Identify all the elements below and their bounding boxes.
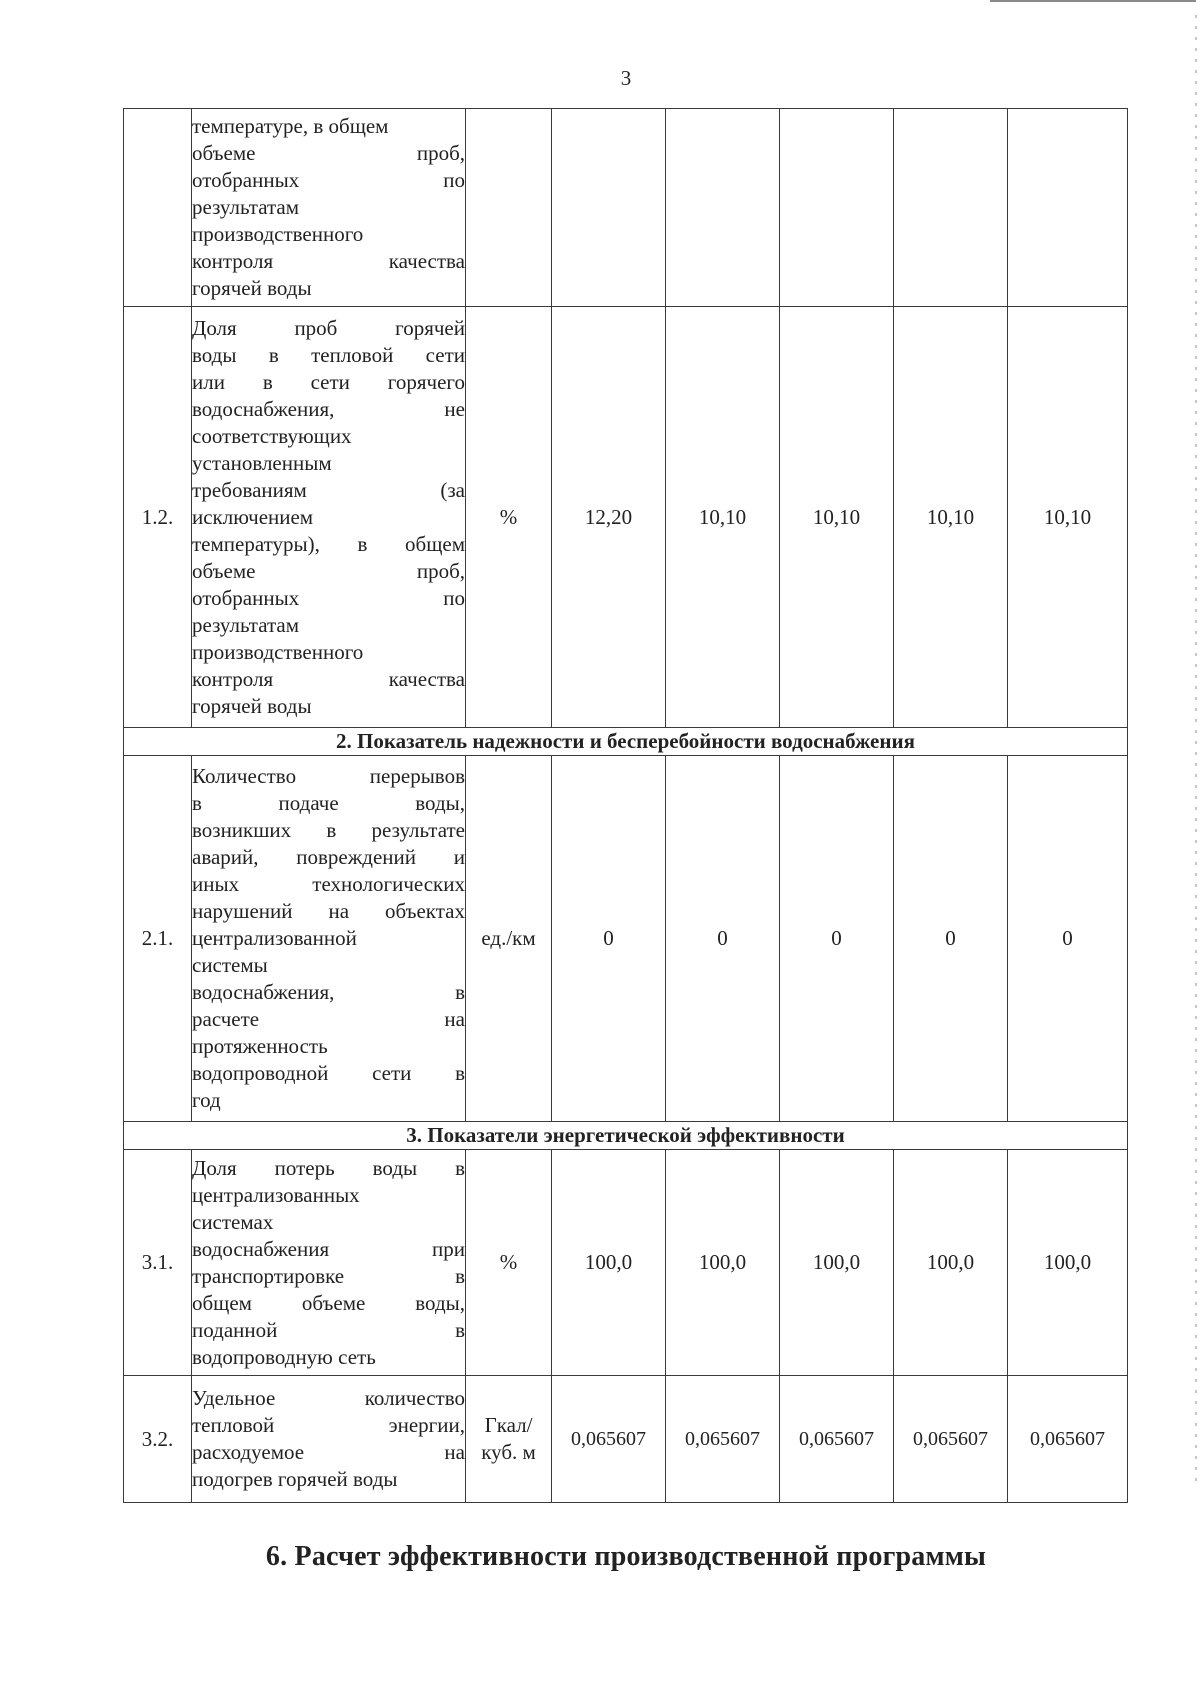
- description-line: контроля качества: [192, 666, 465, 691]
- description-line: или в сети горячего: [192, 369, 465, 394]
- unit-cell: %: [466, 307, 552, 728]
- section-heading-row-3: [124, 1122, 1128, 1150]
- value-cell: 0: [780, 756, 894, 1122]
- value-cell: 10,10: [780, 307, 894, 728]
- section-heading: 3. Показатели энергетической эффективности: [124, 1122, 1128, 1150]
- description-line: отобранных по: [192, 585, 465, 610]
- row-number: 3.2.: [124, 1376, 192, 1503]
- value-cell: [894, 109, 1008, 307]
- description-line: соответствующих: [192, 423, 352, 448]
- unit-cell: %: [466, 1150, 552, 1376]
- value-cell: 0,065607: [552, 1376, 666, 1503]
- description-line: горячей воды: [192, 693, 312, 718]
- description-line: нарушений на объектах: [192, 899, 465, 923]
- value-cell: 10,10: [1008, 307, 1128, 728]
- description-line: водоснабжения, не: [192, 396, 465, 421]
- description-line: контроля качества: [192, 249, 465, 273]
- description-line: в подаче воды,: [192, 791, 465, 815]
- row-number: 1.2.: [124, 307, 192, 728]
- value-cell: 100,0: [666, 1150, 780, 1376]
- indicator-description: [192, 1376, 466, 1503]
- description-line: температуре, в общем: [192, 114, 389, 138]
- description-line: иных технологических: [192, 872, 465, 896]
- description-line: водопроводную сеть: [192, 1344, 376, 1369]
- description-line: температуры), в общем: [192, 531, 465, 556]
- value-cell: 0: [552, 756, 666, 1122]
- indicator-description: [192, 307, 466, 728]
- value-cell: 0,065607: [1008, 1376, 1128, 1503]
- description-line: расчете на: [192, 1007, 465, 1031]
- description-line: централизованной: [192, 926, 357, 950]
- unit-cell: [466, 1376, 552, 1503]
- value-cell: 10,10: [894, 307, 1008, 728]
- table-row-1-2: [124, 307, 1128, 728]
- description-line: объеме проб,: [192, 558, 465, 583]
- description-line: системы: [192, 953, 268, 977]
- indicator-description: [192, 109, 466, 307]
- unit-cell: ед./км: [466, 756, 552, 1122]
- description-line: водоснабжения, в: [192, 980, 465, 1004]
- scan-edge-marks: [1195, 15, 1197, 1485]
- table-row-3-1: [124, 1150, 1128, 1376]
- value-cell: 10,10: [666, 307, 780, 728]
- value-cell: 100,0: [552, 1150, 666, 1376]
- description-line: водоснабжения при: [192, 1236, 465, 1261]
- description-line: Доля проб горячей: [192, 315, 465, 340]
- value-cell: 12,20: [552, 307, 666, 728]
- description-line: год: [192, 1088, 221, 1112]
- indicator-description: [192, 1150, 466, 1376]
- value-cell: 0,065607: [894, 1376, 1008, 1503]
- value-cell: 100,0: [1008, 1150, 1128, 1376]
- description-line: требованиям (за: [192, 477, 465, 502]
- row-number: 3.1.: [124, 1150, 192, 1376]
- description-line: протяженность: [192, 1034, 328, 1058]
- description-line: поданной в: [192, 1317, 465, 1342]
- description-line: отобранных по: [192, 168, 465, 192]
- page-number: 3: [620, 66, 632, 90]
- section-6-heading: 6. Расчет эффективности производственной программы: [265, 1541, 987, 1572]
- description-line: централизованных: [192, 1182, 360, 1207]
- row-number: [124, 109, 192, 307]
- description-line: возникших в результате: [192, 818, 465, 842]
- description-line: Удельное количество: [192, 1386, 465, 1410]
- value-cell: [666, 109, 780, 307]
- scan-top-rule: [990, 0, 1196, 2]
- description-line: результатам: [192, 195, 300, 219]
- description-line: производственного: [192, 222, 364, 246]
- value-cell: [1008, 109, 1128, 307]
- description-line: исключением: [192, 504, 314, 529]
- value-cell: [780, 109, 894, 307]
- description-line: производственного: [192, 639, 364, 664]
- unit-cell: [466, 109, 552, 307]
- value-cell: 0: [1008, 756, 1128, 1122]
- value-cell: 100,0: [780, 1150, 894, 1376]
- description-line: горячей воды: [192, 276, 312, 300]
- description-line: подогрев горячей воды: [192, 1467, 398, 1491]
- value-cell: 0: [666, 756, 780, 1122]
- row-number: 2.1.: [124, 756, 192, 1122]
- description-line: расходуемое на: [192, 1440, 465, 1464]
- description-line: воды в тепловой сети: [192, 342, 465, 367]
- table-row-2-1: [124, 756, 1128, 1122]
- description-line: системах: [192, 1209, 274, 1234]
- table-row-1-1-continued: [124, 109, 1128, 307]
- description-line: тепловой энергии,: [192, 1413, 465, 1437]
- value-cell: [552, 109, 666, 307]
- description-line: аварий, повреждений и: [192, 845, 465, 869]
- indicator-description: [192, 756, 466, 1122]
- description-line: результатам: [192, 612, 300, 637]
- value-cell: 0,065607: [780, 1376, 894, 1503]
- value-cell: 100,0: [894, 1150, 1008, 1376]
- section-heading: 2. Показатель надежности и бесперебойности водоснабжения: [124, 728, 1128, 756]
- description-line: общем объеме воды,: [192, 1290, 465, 1315]
- value-cell: 0,065607: [666, 1376, 780, 1503]
- description-line: Доля потерь воды в: [192, 1155, 465, 1180]
- description-line: водопроводной сети в: [192, 1061, 465, 1085]
- unit-line: куб. м: [481, 1440, 536, 1464]
- description-line: Количество перерывов: [192, 764, 465, 788]
- description-line: объеме проб,: [192, 141, 465, 165]
- description-line: установленным: [192, 450, 332, 475]
- section-heading-row-2: [124, 728, 1128, 756]
- description-line: транспортировке в: [192, 1263, 465, 1288]
- value-cell: 0: [894, 756, 1008, 1122]
- table-row-3-2: [124, 1376, 1128, 1503]
- indicators-table: [123, 108, 1128, 1503]
- unit-line: Гкал/: [484, 1413, 533, 1437]
